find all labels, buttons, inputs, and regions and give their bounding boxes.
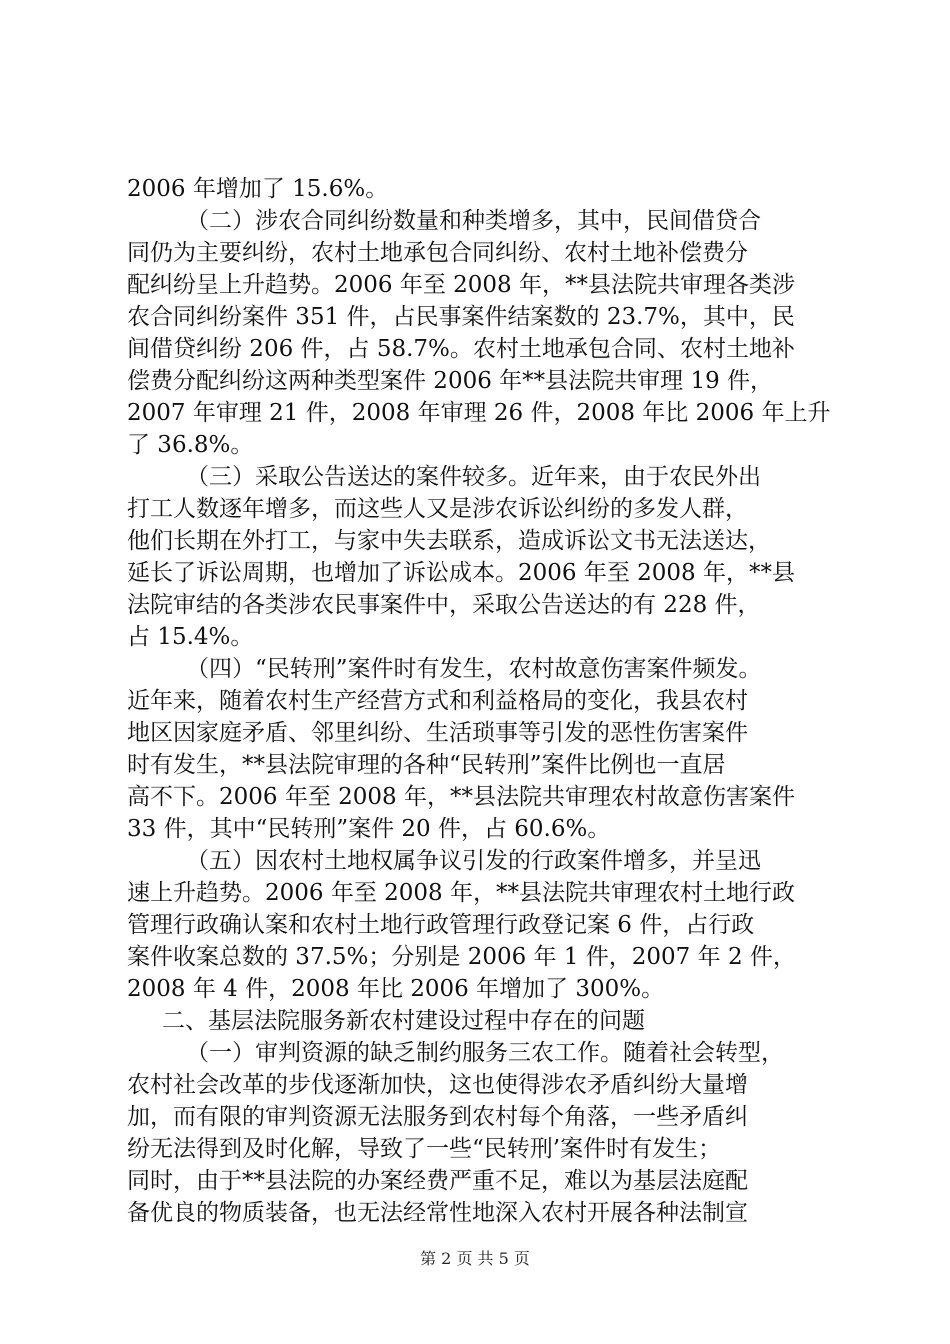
text-line: 间借贷纠纷 206 件，占 58.7%。农村土地承包合同、农村土地补	[127, 336, 795, 362]
section-heading: 二、基层法院服务新农村建设过程中存在的问题	[162, 1008, 645, 1034]
page-footer: 第 2 页 共 5 页	[420, 1249, 530, 1268]
text-line: 2006 年增加了 15.6%。	[127, 176, 389, 202]
text-line: 2008 年 4 件，2008 年比 2006 年增加了 300%。	[127, 976, 665, 1002]
paragraph-heading: （二）涉农合同纠纷数量和种类增多，其中，民间借贷合	[186, 208, 761, 234]
text-line: 近年来，随着农村生产经营方式和利益格局的变化，我县农村	[127, 688, 748, 714]
text-line: 了 36.8%。	[127, 432, 254, 458]
text-line: 纷无法得到及时化解，导致了一些“民转刑’案件时有发生；	[127, 1136, 722, 1162]
paragraph-heading: （三）采取公告送达的案件较多。近年来，由于农民外出	[186, 464, 761, 490]
text-line: 备优良的物质装备，也无法经常性地深入农村开展各种法制宣	[127, 1200, 748, 1226]
text-line: 时有发生，**县法院审理的各种“民转刑”案件比例也一直居	[127, 752, 726, 778]
text-line: 法院审结的各类涉农民事案件中，采取公告送达的有 228 件，	[127, 592, 761, 618]
text-line: 占 15.4%。	[127, 624, 254, 650]
text-line: 高不下。2006 年至 2008 年，**县法院共审理农村故意伤害案件	[127, 784, 795, 810]
text-line: 农合同纠纷案件 351 件，占民事案件结案数的 23.7%，其中，民	[127, 304, 795, 330]
paragraph-heading: （五）因农村土地权属争议引发的行政案件增多，并呈迅	[186, 848, 761, 874]
text-line: 同时，由于**县法院的办案经费严重不足，难以为基层法庭配	[127, 1168, 748, 1194]
text-line: 案件收案总数的 37.5%；分别是 2006 年 1 件，2007 年 2 件，	[127, 944, 796, 970]
text-line: 加，而有限的审判资源无法服务到农村每个角落，一些矛盾纠	[127, 1104, 748, 1130]
paragraph-heading: （一）审判资源的缺乏制约服务三农工作。随着社会转型，	[186, 1040, 784, 1066]
text-line: 33 件，其中“民转刑”案件 20 件，占 60.6%。	[127, 816, 611, 842]
text-line: 打工人数逐年增多，而这些人又是涉农诉讼纠纷的多发人群，	[127, 496, 748, 522]
text-line: 延长了诉讼周期，也增加了诉讼成本。2006 年至 2008 年，**县	[127, 560, 795, 586]
text-line: 偿费分配纠纷这两种类型案件 2006 年**县法院共审理 19 件，	[127, 368, 774, 394]
text-line: 2007 年审理 21 件，2008 年审理 26 件，2008 年比 2006 年上升	[127, 400, 831, 426]
text-line: 农村社会改革的步伐逐渐加快，这也使得涉农矛盾纠纷大量增	[127, 1072, 748, 1098]
text-line: 同仍为主要纠纷，农村土地承包合同纠纷、农村土地补偿费分	[127, 240, 748, 266]
text-line: 配纠纷呈上升趋势。2006 年至 2008 年，**县法院共审理各类涉	[127, 272, 795, 298]
text-line: 他们长期在外打工，与家中失去联系，造成诉讼文书无法送达，	[127, 528, 771, 554]
text-line: 速上升趋势。2006 年至 2008 年，**县法院共审理农村土地行政	[127, 880, 795, 906]
text-line: 管理行政确认案和农村土地行政管理行政登记案 6 件，占行政	[127, 912, 755, 938]
paragraph-heading: （四）“民转刑”案件时有发生，农村故意伤害案件频发。	[186, 656, 762, 682]
text-line: 地区因家庭矛盾、邻里纠纷、生活琐事等引发的恶性伤害案件	[127, 720, 748, 746]
